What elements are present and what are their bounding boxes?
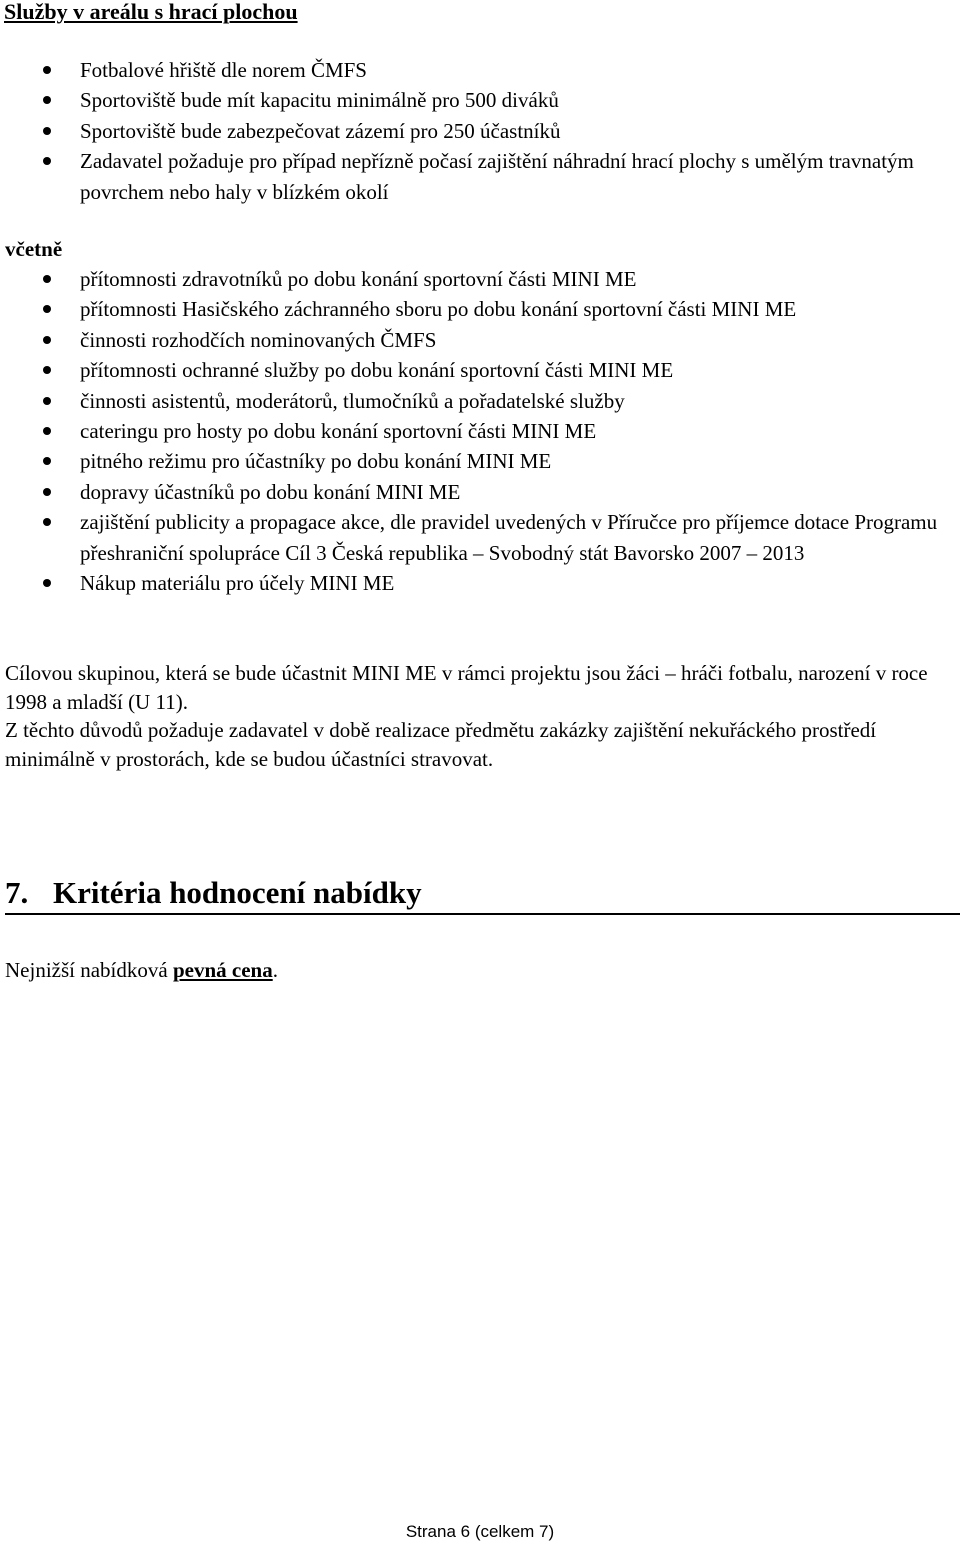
including-label: včetně	[5, 237, 63, 261]
list-item: přítomnosti Hasičského záchranného sboru po dobu konání sportovní části MINI ME	[0, 294, 950, 324]
services-heading: Služby v areálu s hrací plochou	[4, 0, 298, 24]
criteria-emphasis: pevná cena	[172, 958, 273, 982]
section-divider	[5, 913, 960, 915]
bullet-icon	[43, 96, 51, 104]
section-number: 7.	[5, 875, 29, 910]
list-item: Sportoviště bude mít kapacitu minimálně pro 500 diváků	[0, 85, 950, 115]
bullet-icon	[43, 66, 51, 74]
bullet-icon	[43, 275, 51, 283]
target-group-paragraph: Cílovou skupinou, která se bude účastnit MINI ME v rámci projektu jsou žáci – hráči fotbalu, narození v roce 1998 a mladší (U 11).	[5, 661, 928, 714]
list-item: činnosti asistentů, moderátorů, tlumočníků a pořadatelské služby	[0, 386, 950, 416]
bullet-icon	[43, 427, 51, 435]
list-item: pitného režimu pro účastníky po dobu konání MINI ME	[0, 446, 950, 476]
bullet-icon	[43, 457, 51, 465]
list-item: Zadavatel požaduje pro případ nepřízně počasí zajištění náhradní hrací plochy s umělým travnatým povrchem nebo haly v blízkém okolí	[0, 146, 950, 207]
bullet-icon	[43, 397, 51, 405]
bullet-icon	[43, 305, 51, 313]
bullet-icon	[43, 336, 51, 344]
bullet-icon	[43, 518, 51, 526]
list-item: Fotbalové hřiště dle norem ČMFS	[0, 55, 950, 85]
list-item: přítomnosti ochranné služby po dobu konání sportovní části MINI ME	[0, 355, 950, 385]
criteria-text: Nejnižší nabídková pevná cena.	[5, 958, 278, 982]
bullet-icon	[43, 157, 51, 165]
bullet-icon	[43, 366, 51, 374]
included-services-list	[0, 264, 950, 598]
section-title: Kritéria hodnocení nabídky	[53, 875, 422, 910]
list-item: činnosti rozhodčích nominovaných ČMFS	[0, 325, 950, 355]
list-item: cateringu pro hosty po dobu konání sportovní části MINI ME	[0, 416, 950, 446]
list-item: Sportoviště bude zabezpečovat zázemí pro 250 účastníků	[0, 116, 950, 146]
bullet-icon	[43, 579, 51, 587]
section-heading	[5, 873, 422, 913]
non-smoking-paragraph: Z těchto důvodů požaduje zadavatel v době realizace předmětu zakázky zajištění nekuřáckého prostředí minimálně v prostorách, kde se budou účastníci stravovat.	[5, 718, 877, 771]
bullet-icon	[43, 127, 51, 135]
bullet-icon	[43, 488, 51, 496]
list-item: přítomnosti zdravotníků po dobu konání sportovní části MINI ME	[0, 264, 950, 294]
list-item: dopravy účastníků po dobu konání MINI ME	[0, 477, 950, 507]
list-item: Nákup materiálu pro účely MINI ME	[0, 568, 950, 598]
page-footer: Strana 6 (celkem 7)	[405, 1522, 555, 1541]
services-list	[0, 55, 950, 207]
list-item: zajištění publicity a propagace akce, dle pravidel uvedených v Příručce pro příjemce dotace Programu přeshraniční spolupráce Cíl 3 Česká republika – Svobodný stát Bavorsko 2007 – 2013	[0, 507, 950, 568]
